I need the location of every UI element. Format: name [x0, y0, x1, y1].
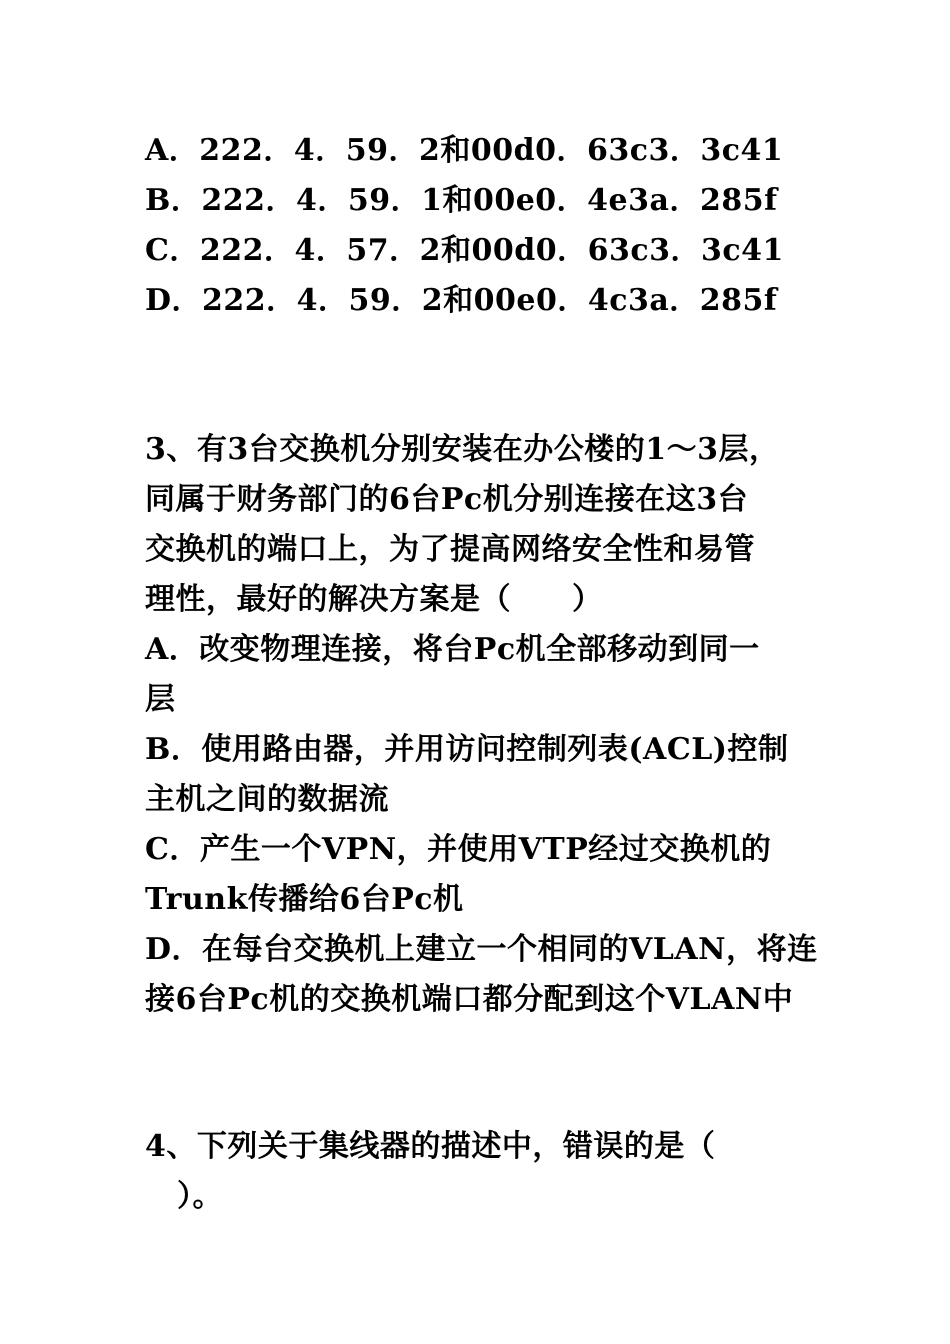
question-3-option-line: Trunk传播给6台Pc机: [145, 882, 464, 917]
question-3-stem-line: 交换机的端口上，为了提高网络安全性和易管: [145, 532, 755, 567]
question-3-stem-line: 3、有3台交换机分别安装在办公楼的1～3层，: [145, 432, 780, 467]
question-4-stem-line: 4、下列关于集线器的描述中，错误的是（: [145, 1129, 716, 1164]
question-3-option-line: 主机之间的数据流: [145, 782, 389, 817]
question-3-option-line: 接6台Pc机的交换机端口都分配到这个VLAN中: [145, 982, 794, 1017]
spacer: [145, 326, 825, 425]
spacer: [145, 1025, 825, 1122]
option-c: C．222．4．57．2和00d0．63c3．3c41: [145, 233, 784, 268]
question-3-option-line: C．产生一个VPN，并使用VTP经过交换机的: [145, 832, 772, 867]
question-4-stem-line: ）。: [177, 1179, 223, 1214]
option-b: B．222．4．59．1和00e0．4e3a．285f: [145, 183, 778, 218]
question-3-option-line: A．改变物理连接，将台Pc机全部移动到同一: [145, 632, 760, 667]
option-d: D．222．4．59．2和00e0．4c3a．285f: [145, 283, 778, 318]
question-3-option-line: 层: [145, 682, 176, 717]
option-a: A．222．4．59．2和00d0．63c3．3c41: [145, 133, 784, 168]
question-2-options: [145, 126, 825, 326]
document-page: [145, 126, 825, 1222]
question-4: [145, 1122, 825, 1222]
question-3: [145, 425, 825, 1025]
question-3-option-line: B．使用路由器，并用访问控制列表(ACL)控制: [145, 732, 789, 767]
question-3-option-line: D．在每台交换机上建立一个相同的VLAN，将连: [145, 932, 818, 967]
question-3-stem-line: 同属于财务部门的6台Pc机分别连接在这3台: [145, 482, 749, 517]
question-3-stem-line: 理性，最好的解决方案是（ ）: [145, 582, 603, 617]
